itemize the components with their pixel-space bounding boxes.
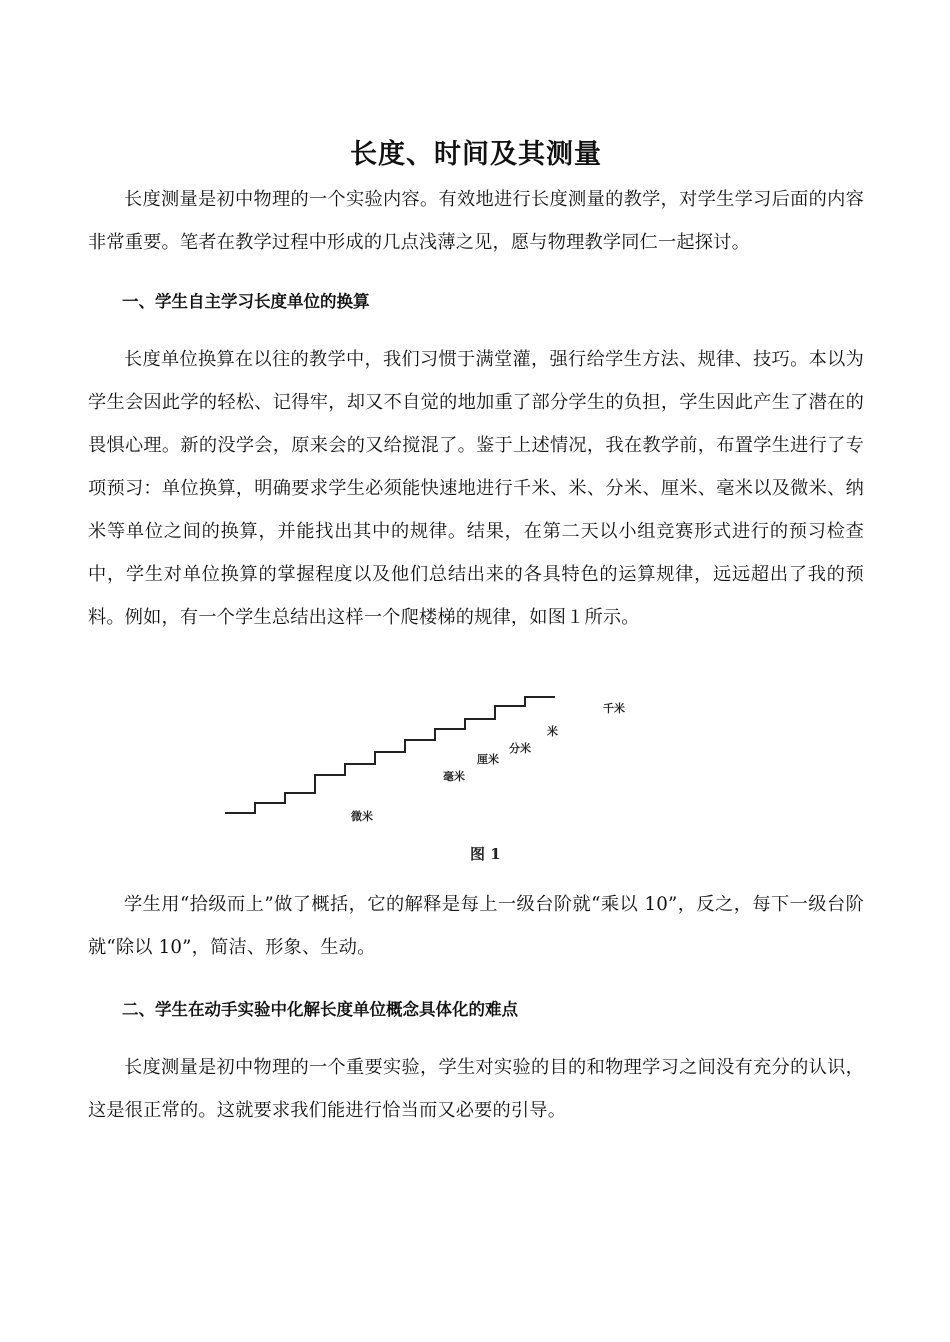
step-label-decimeter: 分米	[509, 742, 531, 755]
section1-paragraph-1: 长度单位换算在以往的教学中，我们习惯于满堂灌，强行给学生方法、规律、技巧。本以为学生会因此学的轻松、记得牢，却又不自觉的地加重了部分学生的负担，学生因此产生了潜在的畏惧心理。新的没学会，原来会的又给搅混了。鉴于上述情况，我在教学前，布置学生进行了专项预习：单位换算，明确要求学生必须能快速地进行千米、米、分米、厘米、毫米以及微米、纳米等单位之间的换算，并能找出其中的规律。结果，在第二天以小组竞赛形式进行的预习检查中，学生对单位换算的掌握程度以及他们总结出来的各具特色的运算规律，远远超出了我的预料。例如，有一个学生总结出这样一个爬楼梯的规律，如图１所示。	[88, 349, 864, 628]
step-label-millimeter: 毫米	[443, 770, 465, 783]
section2-paragraph-1: 长度测量是初中物理的一个重要实验，学生对实验的目的和物理学习之间没有充分的认识，这是很正常的。这就要求我们能进行恰当而又必要的引导。	[88, 1057, 864, 1121]
section2-heading: 二、学生在动手实验中化解长度单位概念具体化的难点	[122, 1000, 518, 1019]
step-label-meter: 米	[547, 725, 558, 738]
section1-heading: 一、学生自主学习长度单位的换算	[122, 292, 370, 311]
document-title: 长度、时间及其测量	[350, 139, 602, 170]
step-label-centimeter: 厘米	[477, 753, 499, 766]
step-label-micrometer: 微米	[351, 810, 373, 823]
intro-paragraph: 长度测量是初中物理的一个实验内容。有效地进行长度测量的教学，对学生学习后面的内容非常重要。笔者在教学过程中形成的几点浅薄之见，愿与物理教学同仁一起探讨。	[88, 189, 864, 253]
step-label-kilometer: 千米	[603, 702, 625, 715]
figure-caption: 图 1	[470, 845, 501, 863]
staircase-diagram	[255, 692, 625, 842]
staircase-line	[225, 697, 555, 813]
section1-paragraph-2: 学生用“拾级而上”做了概括，它的解释是每上一级台阶就“乘以 10”，反之，每下一级台阶就“除以 10”，简洁、形象、生动。	[88, 894, 864, 958]
